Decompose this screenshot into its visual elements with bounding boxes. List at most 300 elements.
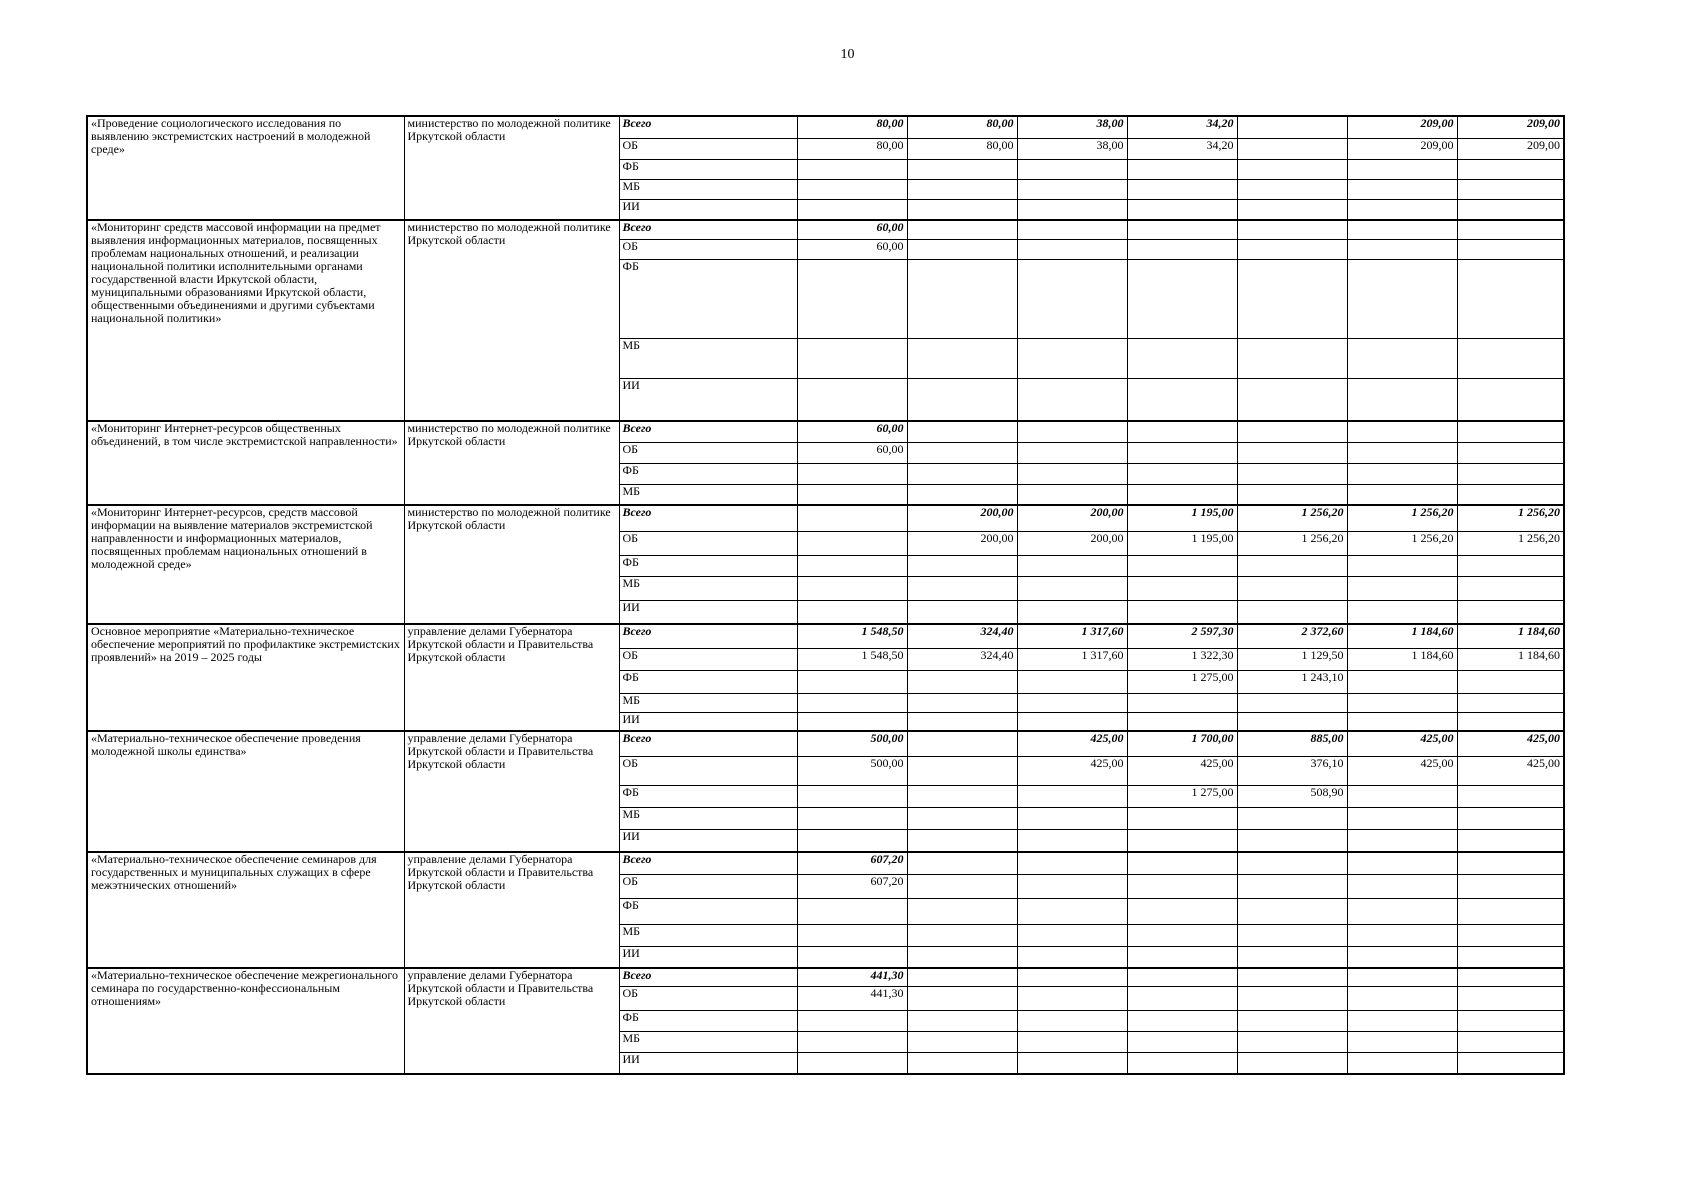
funding-source: ОБ xyxy=(619,986,797,1010)
amount-cell xyxy=(1017,807,1127,829)
amount-cell xyxy=(1457,946,1564,968)
amount-cell: 425,00 xyxy=(1017,756,1127,785)
amount-cell xyxy=(1127,600,1237,624)
amount-cell xyxy=(1457,670,1564,693)
amount-cell xyxy=(1237,924,1347,946)
amount-cell xyxy=(1127,898,1237,924)
amount-cell xyxy=(1237,600,1347,624)
amount-cell xyxy=(907,924,1017,946)
amount-cell xyxy=(1347,421,1457,442)
amount-cell xyxy=(797,898,907,924)
amount-cell xyxy=(907,898,1017,924)
amount-cell xyxy=(907,693,1017,712)
measure-executor: министерство по молодежной политике Иркутской области xyxy=(404,220,619,421)
amount-cell xyxy=(1457,179,1564,199)
funding-source: ФБ xyxy=(619,785,797,807)
funding-source: МБ xyxy=(619,807,797,829)
amount-cell xyxy=(1347,898,1457,924)
measure-executor: управление делами Губернатора Иркутской области и Правительства Иркутской области xyxy=(404,624,619,731)
budget-table xyxy=(86,115,1565,1075)
amount-cell xyxy=(797,555,907,576)
amount-cell: 60,00 xyxy=(797,220,907,239)
funding-source: ИИ xyxy=(619,712,797,731)
amount-cell xyxy=(1237,829,1347,852)
funding-source: Всего xyxy=(619,731,797,756)
amount-cell xyxy=(1347,159,1457,179)
funding-source: ОБ xyxy=(619,239,797,259)
amount-cell xyxy=(1237,159,1347,179)
amount-cell xyxy=(907,259,1017,338)
amount-cell xyxy=(1127,852,1237,874)
measure-name: «Материально-техническое обеспечение проведения молодежной школы единства» xyxy=(87,731,404,852)
funding-source: МБ xyxy=(619,179,797,199)
amount-cell xyxy=(797,378,907,421)
amount-cell xyxy=(1237,712,1347,731)
amount-cell xyxy=(1347,874,1457,898)
amount-cell xyxy=(907,731,1017,756)
amount-cell xyxy=(1127,1010,1237,1031)
amount-cell: 60,00 xyxy=(797,421,907,442)
amount-cell: 60,00 xyxy=(797,239,907,259)
amount-cell xyxy=(1127,159,1237,179)
amount-cell xyxy=(1347,670,1457,693)
amount-cell: 1 195,00 xyxy=(1127,531,1237,555)
funding-source: МБ xyxy=(619,484,797,505)
amount-cell xyxy=(1017,442,1127,463)
funding-source: ОБ xyxy=(619,138,797,159)
funding-source: Всего xyxy=(619,220,797,239)
amount-cell xyxy=(1347,576,1457,600)
amount-cell xyxy=(1457,712,1564,731)
amount-cell xyxy=(1237,179,1347,199)
measure-block xyxy=(87,116,1564,220)
amount-cell xyxy=(907,968,1017,986)
amount-cell xyxy=(1017,159,1127,179)
funding-source: ИИ xyxy=(619,199,797,220)
amount-cell xyxy=(1237,239,1347,259)
amount-cell xyxy=(797,531,907,555)
amount-cell: 200,00 xyxy=(1017,505,1127,531)
amount-cell xyxy=(797,1031,907,1052)
amount-cell xyxy=(1017,576,1127,600)
amount-cell: 508,90 xyxy=(1237,785,1347,807)
amount-cell: 34,20 xyxy=(1127,116,1237,138)
amount-cell xyxy=(1457,576,1564,600)
amount-cell xyxy=(1237,946,1347,968)
amount-cell xyxy=(907,874,1017,898)
amount-cell xyxy=(1017,463,1127,484)
amount-cell xyxy=(1017,670,1127,693)
amount-cell xyxy=(1017,259,1127,338)
funding-source: Всего xyxy=(619,116,797,138)
amount-cell xyxy=(1347,946,1457,968)
amount-cell: 425,00 xyxy=(1017,731,1127,756)
amount-cell xyxy=(1127,829,1237,852)
funding-source: МБ xyxy=(619,924,797,946)
amount-cell: 1 548,50 xyxy=(797,624,907,648)
measure-name: Основное мероприятие «Материально-техническое обеспечение мероприятий по профилактике экстремистских проявлений» на 2019 – 2025 годы xyxy=(87,624,404,731)
amount-cell xyxy=(1347,693,1457,712)
amount-cell xyxy=(1347,484,1457,505)
amount-cell xyxy=(797,807,907,829)
amount-cell xyxy=(797,179,907,199)
amount-cell: 1 256,20 xyxy=(1347,505,1457,531)
amount-cell xyxy=(1017,986,1127,1010)
funding-source: МБ xyxy=(619,338,797,378)
amount-cell: 441,30 xyxy=(797,986,907,1010)
amount-cell xyxy=(1237,1031,1347,1052)
amount-cell xyxy=(907,785,1017,807)
amount-cell: 425,00 xyxy=(1347,756,1457,785)
amount-cell xyxy=(1347,179,1457,199)
amount-cell xyxy=(1017,421,1127,442)
amount-cell xyxy=(1457,442,1564,463)
amount-cell xyxy=(907,1052,1017,1074)
amount-cell: 2 372,60 xyxy=(1237,624,1347,648)
amount-cell xyxy=(1237,576,1347,600)
amount-cell xyxy=(1237,874,1347,898)
amount-cell: 1 322,30 xyxy=(1127,648,1237,670)
measure-block xyxy=(87,421,1564,505)
amount-cell: 1 256,20 xyxy=(1457,531,1564,555)
amount-cell xyxy=(797,338,907,378)
amount-cell: 1 317,60 xyxy=(1017,648,1127,670)
amount-cell xyxy=(1127,199,1237,220)
amount-cell: 1 243,10 xyxy=(1237,670,1347,693)
amount-cell xyxy=(1017,874,1127,898)
amount-cell xyxy=(1347,239,1457,259)
amount-cell xyxy=(907,670,1017,693)
amount-cell xyxy=(1127,1052,1237,1074)
amount-cell xyxy=(1237,898,1347,924)
amount-cell xyxy=(1237,484,1347,505)
amount-cell xyxy=(1457,259,1564,338)
funding-source: Всего xyxy=(619,852,797,874)
amount-cell xyxy=(907,484,1017,505)
amount-cell xyxy=(1347,807,1457,829)
amount-cell xyxy=(1347,712,1457,731)
amount-cell: 1 129,50 xyxy=(1237,648,1347,670)
amount-cell xyxy=(1237,220,1347,239)
funding-source: ИИ xyxy=(619,378,797,421)
amount-cell xyxy=(1347,924,1457,946)
amount-cell xyxy=(1347,986,1457,1010)
amount-cell xyxy=(907,1031,1017,1052)
amount-cell xyxy=(1017,968,1127,986)
amount-cell xyxy=(907,199,1017,220)
amount-cell xyxy=(797,600,907,624)
amount-cell xyxy=(1347,1010,1457,1031)
amount-cell: 425,00 xyxy=(1347,731,1457,756)
funding-source: Всего xyxy=(619,421,797,442)
amount-cell xyxy=(797,1010,907,1031)
table-row xyxy=(87,116,1564,138)
amount-cell xyxy=(907,463,1017,484)
amount-cell xyxy=(907,1010,1017,1031)
funding-source: ФБ xyxy=(619,555,797,576)
amount-cell xyxy=(907,576,1017,600)
measure-name: «Проведение социологического исследования по выявлению экстремистских настроений в молодежной среде» xyxy=(87,116,404,220)
amount-cell xyxy=(1237,1010,1347,1031)
funding-source: ФБ xyxy=(619,898,797,924)
amount-cell xyxy=(1457,807,1564,829)
amount-cell: 324,40 xyxy=(907,648,1017,670)
amount-cell xyxy=(907,852,1017,874)
amount-cell xyxy=(1347,463,1457,484)
measure-name: «Материально-техническое обеспечение семинаров для государственных и муниципальных служащих в сфере межэтнических отношений» xyxy=(87,852,404,968)
amount-cell xyxy=(1127,442,1237,463)
amount-cell xyxy=(907,338,1017,378)
measure-executor: министерство по молодежной политике Иркутской области xyxy=(404,116,619,220)
amount-cell: 38,00 xyxy=(1017,116,1127,138)
measure-name: «Мониторинг Интернет-ресурсов общественных объединений, в том числе экстремистской направленности» xyxy=(87,421,404,505)
amount-cell: 1 256,20 xyxy=(1347,531,1457,555)
amount-cell xyxy=(797,924,907,946)
amount-cell xyxy=(797,829,907,852)
amount-cell: 80,00 xyxy=(797,138,907,159)
amount-cell xyxy=(907,807,1017,829)
amount-cell: 200,00 xyxy=(1017,531,1127,555)
amount-cell xyxy=(907,159,1017,179)
amount-cell xyxy=(1347,600,1457,624)
amount-cell xyxy=(907,179,1017,199)
amount-cell xyxy=(1347,1052,1457,1074)
measure-executor: министерство по молодежной политике Иркутской области xyxy=(404,421,619,505)
amount-cell xyxy=(1017,378,1127,421)
amount-cell xyxy=(797,712,907,731)
amount-cell: 1 548,50 xyxy=(797,648,907,670)
amount-cell xyxy=(1127,463,1237,484)
amount-cell xyxy=(1017,239,1127,259)
amount-cell: 1 275,00 xyxy=(1127,785,1237,807)
measure-name: «Мониторинг средств массовой информации на предмет выявления информационных материалов, посвященных проблемам национальных отношений, и реализации национальной политики исполнительными органами государственной власти Иркутской области, муниципальными образованиями Иркутской области, общественными объединениями и другими субъектами национальной политики» xyxy=(87,220,404,421)
amount-cell: 1 184,60 xyxy=(1457,624,1564,648)
funding-source: МБ xyxy=(619,576,797,600)
amount-cell: 885,00 xyxy=(1237,731,1347,756)
table-row xyxy=(87,421,1564,442)
amount-cell xyxy=(1457,338,1564,378)
funding-source: ФБ xyxy=(619,1010,797,1031)
amount-cell xyxy=(1347,338,1457,378)
funding-source: ОБ xyxy=(619,756,797,785)
amount-cell xyxy=(1347,829,1457,852)
amount-cell xyxy=(1237,986,1347,1010)
amount-cell: 80,00 xyxy=(797,116,907,138)
amount-cell: 209,00 xyxy=(1457,138,1564,159)
amount-cell: 2 597,30 xyxy=(1127,624,1237,648)
amount-cell xyxy=(1457,220,1564,239)
amount-cell xyxy=(1017,220,1127,239)
amount-cell xyxy=(907,442,1017,463)
funding-source: ОБ xyxy=(619,648,797,670)
amount-cell xyxy=(1457,924,1564,946)
amount-cell: 500,00 xyxy=(797,756,907,785)
funding-source: ФБ xyxy=(619,463,797,484)
amount-cell: 80,00 xyxy=(907,116,1017,138)
amount-cell xyxy=(1017,852,1127,874)
amount-cell: 425,00 xyxy=(1457,731,1564,756)
measure-executor: министерство по молодежной политике Иркутской области xyxy=(404,505,619,624)
amount-cell xyxy=(1237,807,1347,829)
amount-cell xyxy=(1457,874,1564,898)
amount-cell xyxy=(1017,898,1127,924)
amount-cell xyxy=(907,986,1017,1010)
amount-cell xyxy=(1347,785,1457,807)
amount-cell xyxy=(1457,1010,1564,1031)
amount-cell: 200,00 xyxy=(907,531,1017,555)
amount-cell xyxy=(907,946,1017,968)
amount-cell: 500,00 xyxy=(797,731,907,756)
amount-cell xyxy=(797,159,907,179)
amount-cell xyxy=(1127,338,1237,378)
funding-source: Всего xyxy=(619,624,797,648)
amount-cell xyxy=(1457,1052,1564,1074)
amount-cell: 1 184,60 xyxy=(1457,648,1564,670)
funding-source: МБ xyxy=(619,1031,797,1052)
funding-source: ФБ xyxy=(619,670,797,693)
amount-cell: 1 256,20 xyxy=(1237,505,1347,531)
amount-cell xyxy=(1127,576,1237,600)
amount-cell xyxy=(1017,1031,1127,1052)
amount-cell xyxy=(1347,259,1457,338)
amount-cell: 607,20 xyxy=(797,852,907,874)
funding-source: ИИ xyxy=(619,946,797,968)
amount-cell xyxy=(1017,1010,1127,1031)
amount-cell xyxy=(797,463,907,484)
amount-cell xyxy=(1457,852,1564,874)
amount-cell xyxy=(1127,946,1237,968)
amount-cell: 425,00 xyxy=(1127,756,1237,785)
amount-cell xyxy=(907,378,1017,421)
amount-cell xyxy=(1237,463,1347,484)
measure-block xyxy=(87,968,1564,1074)
funding-source: ИИ xyxy=(619,829,797,852)
funding-source: МБ xyxy=(619,693,797,712)
amount-cell xyxy=(1457,555,1564,576)
amount-cell xyxy=(1237,968,1347,986)
amount-cell xyxy=(1237,138,1347,159)
amount-cell: 1 700,00 xyxy=(1127,731,1237,756)
amount-cell: 34,20 xyxy=(1127,138,1237,159)
amount-cell xyxy=(1237,378,1347,421)
amount-cell: 1 256,20 xyxy=(1457,505,1564,531)
funding-source: Всего xyxy=(619,505,797,531)
amount-cell xyxy=(797,199,907,220)
amount-cell xyxy=(1457,199,1564,220)
measure-block xyxy=(87,731,1564,852)
amount-cell xyxy=(907,829,1017,852)
amount-cell xyxy=(1457,968,1564,986)
amount-cell xyxy=(1457,421,1564,442)
amount-cell xyxy=(797,259,907,338)
amount-cell xyxy=(1127,1031,1237,1052)
amount-cell: 1 184,60 xyxy=(1347,648,1457,670)
amount-cell xyxy=(797,946,907,968)
amount-cell xyxy=(1017,555,1127,576)
amount-cell xyxy=(1347,968,1457,986)
amount-cell xyxy=(1127,555,1237,576)
amount-cell xyxy=(907,555,1017,576)
amount-cell: 324,40 xyxy=(907,624,1017,648)
amount-cell xyxy=(1017,484,1127,505)
amount-cell xyxy=(1017,946,1127,968)
amount-cell xyxy=(1017,829,1127,852)
amount-cell: 200,00 xyxy=(907,505,1017,531)
amount-cell xyxy=(1127,807,1237,829)
amount-cell xyxy=(1347,852,1457,874)
amount-cell xyxy=(1017,338,1127,378)
amount-cell xyxy=(1127,179,1237,199)
amount-cell xyxy=(1457,463,1564,484)
amount-cell xyxy=(1127,484,1237,505)
amount-cell xyxy=(1457,378,1564,421)
funding-source: ФБ xyxy=(619,159,797,179)
amount-cell xyxy=(1457,159,1564,179)
table-row xyxy=(87,624,1564,648)
table-row xyxy=(87,968,1564,986)
table-row xyxy=(87,852,1564,874)
amount-cell xyxy=(1237,555,1347,576)
amount-cell xyxy=(1127,712,1237,731)
amount-cell xyxy=(1017,693,1127,712)
amount-cell xyxy=(1457,484,1564,505)
amount-cell: 209,00 xyxy=(1457,116,1564,138)
amount-cell xyxy=(1017,600,1127,624)
amount-cell xyxy=(907,756,1017,785)
amount-cell xyxy=(1127,986,1237,1010)
amount-cell xyxy=(1347,378,1457,421)
amount-cell xyxy=(907,600,1017,624)
amount-cell xyxy=(797,670,907,693)
amount-cell xyxy=(1347,1031,1457,1052)
amount-cell xyxy=(907,220,1017,239)
amount-cell: 1 317,60 xyxy=(1017,624,1127,648)
amount-cell xyxy=(1457,898,1564,924)
amount-cell xyxy=(797,576,907,600)
amount-cell: 209,00 xyxy=(1347,138,1457,159)
table-row xyxy=(87,220,1564,239)
amount-cell xyxy=(1347,199,1457,220)
amount-cell xyxy=(1127,693,1237,712)
amount-cell xyxy=(1127,968,1237,986)
amount-cell xyxy=(1457,239,1564,259)
amount-cell xyxy=(1457,986,1564,1010)
amount-cell xyxy=(797,1052,907,1074)
amount-cell xyxy=(1457,1031,1564,1052)
amount-cell xyxy=(1017,785,1127,807)
funding-source: ИИ xyxy=(619,1052,797,1074)
amount-cell xyxy=(1237,693,1347,712)
amount-cell xyxy=(1237,442,1347,463)
amount-cell xyxy=(1237,852,1347,874)
amount-cell xyxy=(797,785,907,807)
amount-cell xyxy=(1457,693,1564,712)
funding-source: ФБ xyxy=(619,259,797,338)
amount-cell: 1 256,20 xyxy=(1237,531,1347,555)
measure-executor: управление делами Губернатора Иркутской области и Правительства Иркутской области xyxy=(404,731,619,852)
funding-source: ОБ xyxy=(619,874,797,898)
amount-cell: 1 195,00 xyxy=(1127,505,1237,531)
amount-cell xyxy=(1237,199,1347,220)
amount-cell xyxy=(907,421,1017,442)
amount-cell: 441,30 xyxy=(797,968,907,986)
amount-cell xyxy=(1457,785,1564,807)
amount-cell xyxy=(1017,179,1127,199)
amount-cell xyxy=(1237,259,1347,338)
funding-source: ОБ xyxy=(619,531,797,555)
amount-cell xyxy=(1457,600,1564,624)
amount-cell: 376,10 xyxy=(1237,756,1347,785)
